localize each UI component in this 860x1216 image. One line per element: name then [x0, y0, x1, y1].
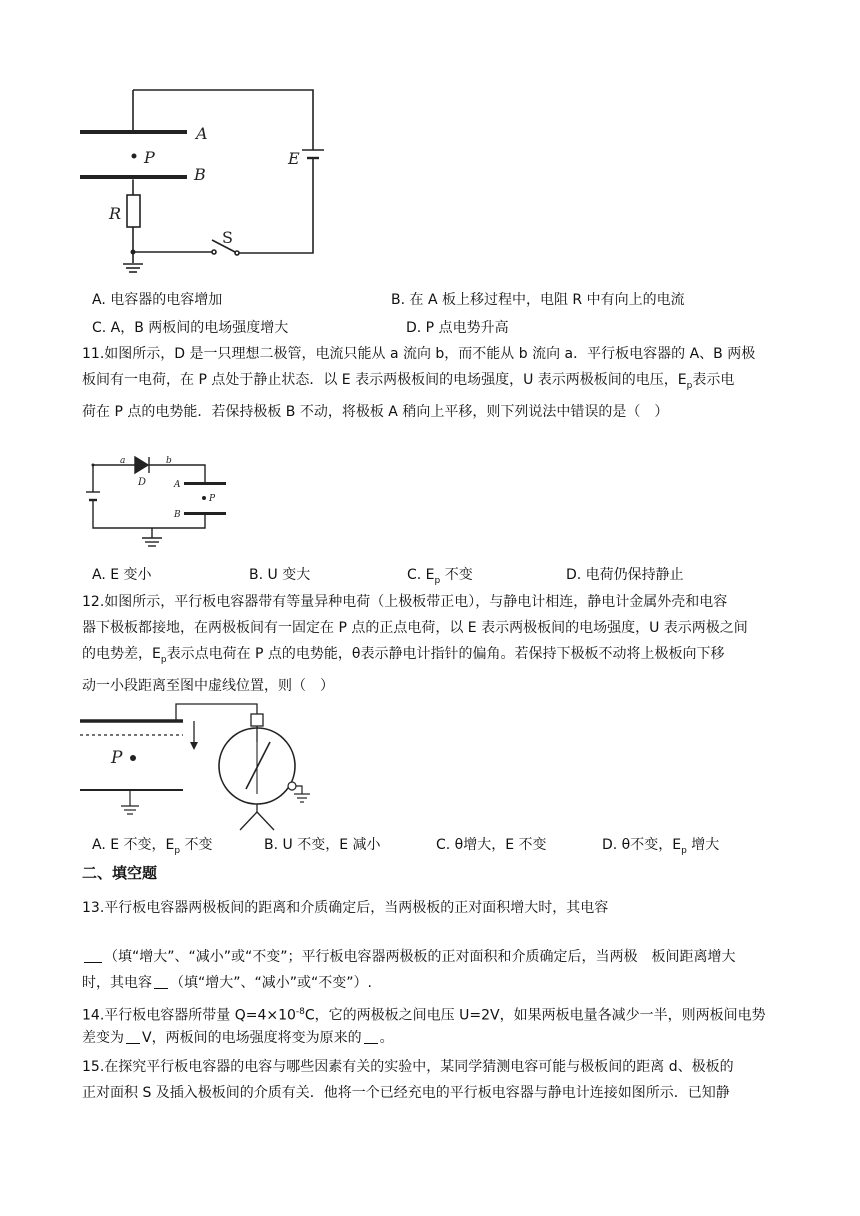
- q12-option-b: B. U 不变，E 减小: [264, 837, 381, 853]
- q11-option-d: D. 电荷仍保持静止: [566, 567, 684, 583]
- q11-label-b: b: [166, 456, 172, 466]
- q11-option-b: B. U 变大: [249, 567, 311, 583]
- q11-stem: [82, 341, 782, 425]
- q12-option-a: A. E 不变，$E_p$ 不变: [92, 837, 213, 856]
- q11-label-p: P: [209, 494, 216, 504]
- label-r: R: [109, 204, 122, 223]
- q13-blank-1[interactable]: [84, 948, 102, 963]
- q11-point-p: [202, 496, 206, 500]
- q10-option-c: C. A，B 两板间的电场强度增大: [92, 320, 289, 336]
- point-p: [132, 154, 137, 159]
- q14-blank-1[interactable]: [126, 1029, 140, 1044]
- q11-option-a: A. E 变小: [92, 567, 152, 583]
- q11-label-plate-b: B: [174, 510, 181, 520]
- q11-option-c: C. $E_p$ 不变: [407, 567, 473, 586]
- q12-option-c: C. θ增大，E 不变: [436, 837, 547, 853]
- q13-line1: 13.平行板电容器两极板间的距离和介质确定后，当两极板的正对面积增大时，其电容: [82, 900, 609, 916]
- section-title-fill-in-blank: 二、填空题: [82, 864, 158, 882]
- plate-a: [80, 130, 187, 134]
- q12-electrometer-diagram: [80, 694, 320, 834]
- q12-option-d: D. θ不变，$E_p$ 增大: [602, 837, 720, 856]
- q11-stem-line3: 荷在 P 点的电势能．若保持极板 B 不动，将极板 A 稍向上平移，则下列说法中错误的是（ ）: [82, 403, 669, 420]
- q11-label-a: a: [120, 456, 126, 466]
- q12-stem: [82, 589, 782, 699]
- q11-diode-circuit-diagram: [80, 452, 240, 552]
- q12-stem-line1: 12.如图所示，平行板电容器带有等量异种电荷（上极板带正电），与静电计相连，静电计金属外壳和电容: [82, 594, 728, 610]
- q11-stem-line2: 板间有一电荷，在 P 点处于静止状态．以 E 表示两极板间的电场强度，U 表示两极板间的电压，$E_p$表示电: [82, 372, 735, 391]
- q10-option-a: A. 电容器的电容增加: [92, 292, 223, 308]
- q15-line1: 15.在探究平行板电容器的电容与哪些因素有关的实验中，某同学猜测电容可能与极板间的距离 d、极板的: [82, 1059, 734, 1075]
- label-s: S: [222, 228, 233, 247]
- q12-label-p: P: [111, 748, 123, 768]
- q10-option-d: D. P 点电势升高: [406, 320, 509, 336]
- q14-line2: 差变为 V，两板间的电场强度将变为原来的 。: [82, 1030, 394, 1046]
- q12-point-p: [130, 755, 136, 761]
- label-a: A: [196, 124, 208, 143]
- q11-label-plate-a: A: [174, 480, 181, 490]
- q13-blank-2[interactable]: [154, 974, 168, 989]
- q10-option-b: B. 在 A 板上移过程中，电阻 R 中有向上的电流: [391, 292, 685, 308]
- q12-stem-line3: 的电势差，$E_p$表示点电荷在 P 点的电势能，θ表示静电计指针的偏角。若保持下极板不动将上极板向下移: [82, 646, 725, 665]
- label-p: P: [144, 148, 155, 167]
- q10-circuit-diagram: [70, 80, 340, 280]
- label-b: B: [194, 165, 206, 184]
- q13-line2: （填“增大”、“减小”或“不变”；平行板电容器两极板的正对面积和介质确定后，当两极 板间距离增大: [82, 947, 736, 967]
- label-e: E: [288, 149, 300, 168]
- q14-blank-2[interactable]: [364, 1029, 378, 1044]
- q13-line3: 时，其电容 （填“增大”、“减小”或“不变”）.: [82, 975, 372, 991]
- q15-line2: 正对面积 S 及插入极板间的介质有关．他将一个已经充电的平行板电容器与静电计连接如图所示．已知静: [82, 1085, 730, 1101]
- q12-stem-line2: 器下极板都接地，在两极板间有一固定在 P 点的正点电荷，以 E 表示两极板间的电场强度，U 表示两极之间: [82, 620, 748, 636]
- q11-stem-line1: 11.如图所示，D 是一只理想二极管，电流只能从 a 流向 b，而不能从 b 流向 a．平行板电容器的 A、B 两极: [82, 346, 756, 362]
- plate-b: [80, 175, 187, 179]
- q14-line1: 14.平行板电容器所带量 $Q=4\times 10^{-8}C$，它的两极板之间电压 U=2V，如果两板电量各减少一半，则两板间电势: [82, 1007, 766, 1024]
- q12-stem-line4: 动一小段距离至图中虚线位置，则（ ）: [82, 677, 334, 694]
- q11-label-d: D: [138, 477, 147, 488]
